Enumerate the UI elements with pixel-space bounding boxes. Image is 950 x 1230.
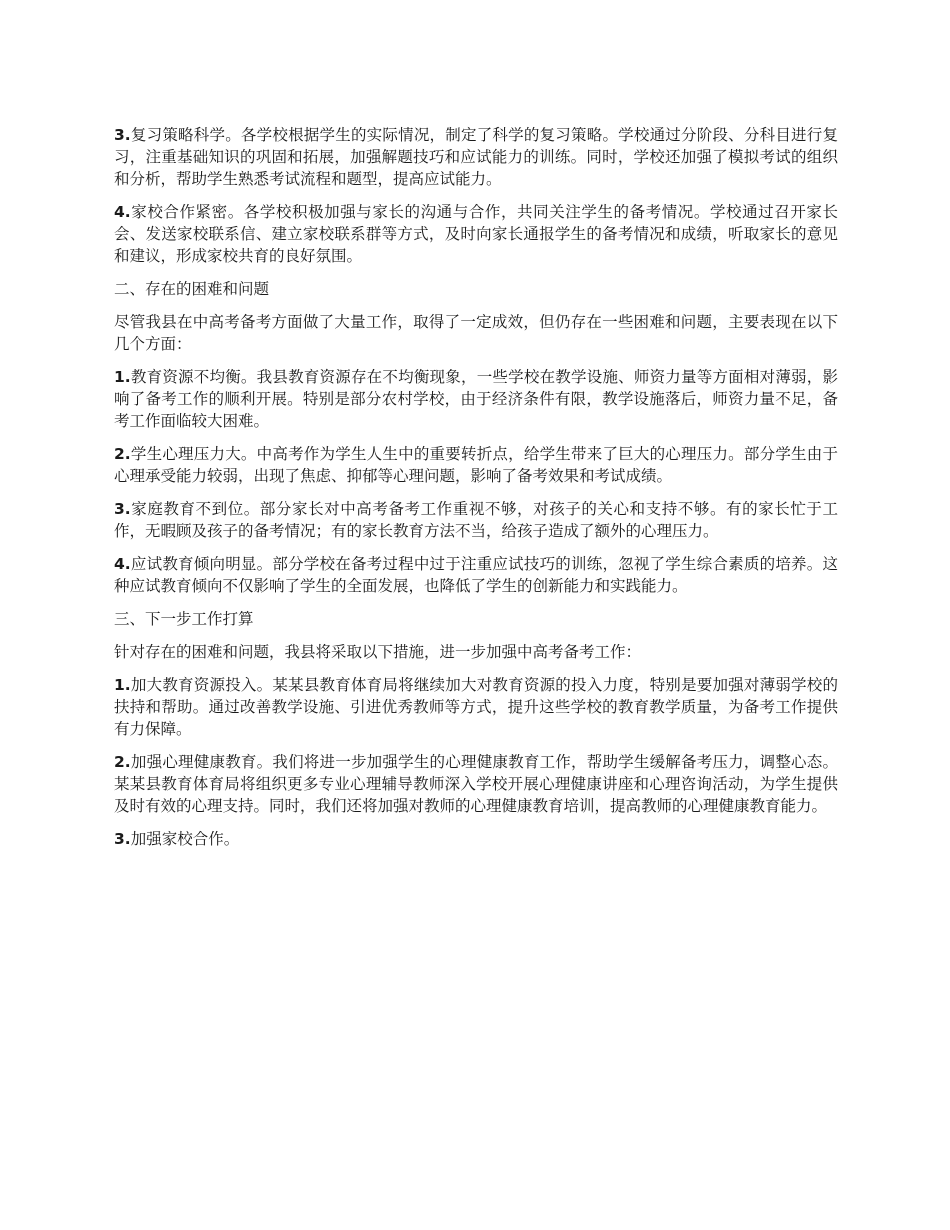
item-number: 2. — [114, 753, 131, 771]
item-number: 3. — [114, 500, 131, 518]
paragraph-resource-imbalance — [114, 366, 838, 432]
paragraph-text: 加大教育资源投入。某某县教育体育局将继续加大对教育资源的投入力度，特别是要加强对薄弱学校的扶持和帮助。通过改善教学设施、引进优秀教师等方式，提升这些学校的教育教学质量，为备考工作提供有力保障。 — [114, 676, 838, 738]
paragraph-family-education — [114, 498, 838, 542]
paragraph-text: 学生心理压力大。中高考作为学生人生中的重要转折点，给学生带来了巨大的心理压力。部分学生由于心理承受能力较弱，出现了焦虑、抑郁等心理问题，影响了备考效果和考试成绩。 — [114, 445, 838, 485]
paragraph-home-school-cooperation — [114, 201, 838, 267]
item-number: 4. — [114, 555, 131, 573]
paragraph-text: 家庭教育不到位。部分家长对中高考备考工作重视不够，对孩子的关心和支持不够。有的家长忙于工作，无暇顾及孩子的备考情况；有的家长教育方法不当，给孩子造成了额外的心理压力。 — [114, 500, 838, 540]
paragraph-text: 教育资源不均衡。我县教育资源存在不均衡现象，一些学校在教学设施、师资力量等方面相对薄弱，影响了备考工作的顺利开展。特别是部分农村学校，由于经济条件有限，教学设施落后，师资力量不足，备考工作面临较大困难。 — [114, 368, 838, 430]
paragraph-text: 加强家校合作。 — [130, 830, 240, 848]
item-number: 4. — [114, 203, 131, 221]
paragraph-review-strategy — [114, 124, 838, 190]
item-number: 1. — [114, 368, 131, 386]
document-body — [114, 124, 838, 861]
section-heading-problems: 二、存在的困难和问题 — [114, 280, 270, 298]
paragraph-text: 加强心理健康教育。我们将进一步加强学生的心理健康教育工作，帮助学生缓解备考压力，调整心态。某某县教育体育局将组织更多专业心理辅导教师深入学校开展心理健康讲座和心理咨询活动，为学生提供及时有效的心理支持。同时，我们还将加强对教师的心理健康教育培训，提高教师的心理健康教育能力。 — [114, 753, 838, 815]
paragraph-next-steps-intro: 针对存在的困难和问题，我县将采取以下措施，进一步加强中高考备考工作： — [114, 643, 642, 661]
paragraph-student-pressure — [114, 443, 838, 487]
section-heading-next-steps: 三、下一步工作打算 — [114, 610, 254, 628]
paragraph-resource-investment — [114, 674, 838, 740]
paragraph-strengthen-cooperation — [114, 828, 838, 850]
paragraph-problems-intro: 尽管我县在中高考备考方面做了大量工作，取得了一定成效，但仍存在一些困难和问题，主要表现在以下几个方面： — [114, 313, 838, 353]
paragraph-text: 复习策略科学。各学校根据学生的实际情况，制定了科学的复习策略。学校通过分阶段、分科目进行复习，注重基础知识的巩固和拓展，加强解题技巧和应试能力的训练。同时，学校还加强了模拟考试的组织和分析，帮助学生熟悉考试流程和题型，提高应试能力。 — [114, 126, 838, 188]
item-number: 2. — [114, 445, 131, 463]
paragraph-text: 应试教育倾向明显。部分学校在备考过程中过于注重应试技巧的训练，忽视了学生综合素质的培养。这种应试教育倾向不仅影响了学生的全面发展，也降低了学生的创新能力和实践能力。 — [114, 555, 838, 595]
paragraph-text: 家校合作紧密。各学校积极加强与家长的沟通与合作，共同关注学生的备考情况。学校通过召开家长会、发送家校联系信、建立家校联系群等方式，及时向家长通报学生的备考情况和成绩，听取家长的意见和建议，形成家校共育的良好氛围。 — [114, 203, 838, 265]
item-number: 3. — [114, 126, 131, 144]
item-number: 3. — [114, 830, 131, 848]
item-number: 1. — [114, 676, 131, 694]
paragraph-mental-health — [114, 751, 838, 817]
paragraph-exam-oriented — [114, 553, 838, 597]
